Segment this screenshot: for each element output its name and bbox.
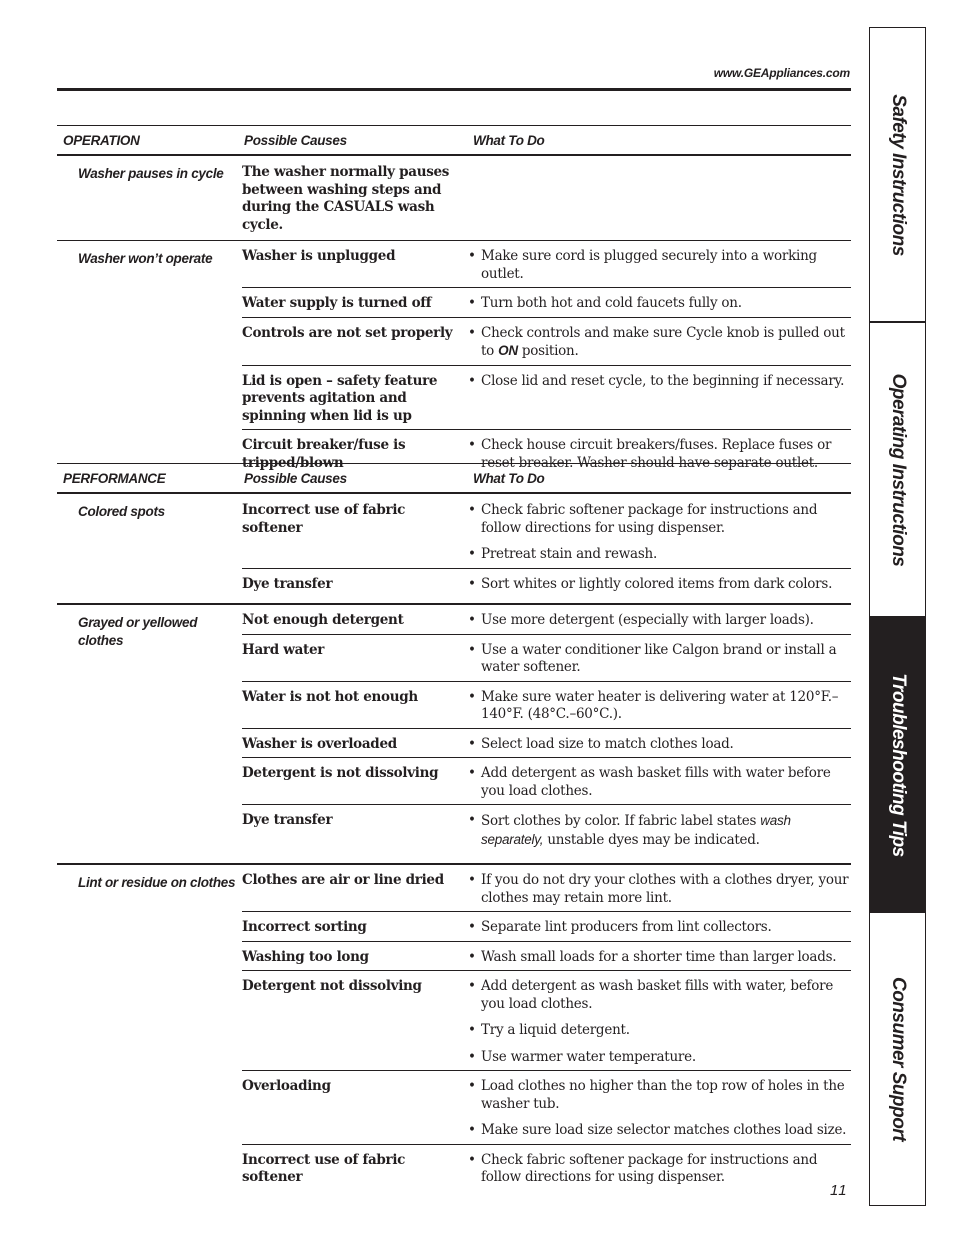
todo-item: • Load clothes no higher than the top row of holes in the washer tub. [468,1078,845,1112]
cause-text: Water is not hot enough [242,688,418,705]
cause-text: Dye transfer [242,575,333,592]
cause-text: Incorrect sorting [242,919,367,935]
todo-item: • Sort whites or lightly colored items from dark colors. [468,575,833,592]
website-url: www.GEAppliances.com [713,66,850,80]
todo-item: • Make sure load size selector matches clothes load size. [468,1122,847,1138]
tab-consumer-support[interactable]: Consumer Support [887,976,909,1142]
table-row [242,758,851,805]
tab-operating-instructions[interactable]: Operating Instructions [870,323,925,618]
performance-heading: PERFORMANCE [63,471,166,486]
table-row [242,971,851,1071]
emphasis-phrase: wash separately, [481,813,791,847]
page-number: 11 [830,1182,848,1199]
top-rule [57,88,851,91]
todo-item: • Select load size to match clothes load. [468,735,734,752]
todo-heading: What To Do [473,471,545,486]
table-row [242,569,851,604]
cause-text: Circuit breaker/fuse is tripped/blown [242,437,406,471]
cause-text: The washer normally pauses between washing steps and during the CASUALS wash cycle. [242,164,450,233]
todo-item: • Try a liquid detergent. [468,1022,630,1038]
problem-washer-wont-operate [57,241,851,476]
cause-text: Controls are not set properly [242,324,453,341]
cause-text: Clothes are air or line dried [242,872,444,888]
problem-grayed-clothes [57,605,851,865]
todo-item: • Wash small loads for a shorter time than larger loads. [468,948,837,965]
cause-text: Incorrect use of fabric softener [242,1151,406,1185]
todo-item: • Use more detergent (especially with larger loads). [468,612,814,628]
todo-item: • Add detergent as wash basket fills with water before you load clothes. [468,765,831,799]
table-row [242,1071,851,1145]
todo-item: • Close lid and reset cycle, to the beginning if necessary. [468,372,845,389]
todo-item: • Separate lint producers from lint collectors. [468,919,772,935]
table-row [242,682,851,729]
table-row [242,288,851,318]
todo-item: • Pretreat stain and rewash. [468,546,658,562]
problem-label: Washer pauses in cycle [78,166,224,181]
cause-text: Lid is open – safety feature prevents agitation and spinning when lid is up [242,372,438,424]
table-row [242,241,851,288]
problem-lint-residue [57,865,851,1191]
problem-washer-pauses [57,156,851,241]
cause-text: Washer is overloaded [242,735,397,752]
causes-heading: Possible Causes [244,133,347,148]
cause-text: Not enough detergent [242,612,404,628]
table-row [242,865,851,912]
cause-text: Incorrect use of fabric softener [242,502,406,536]
todo-item: • Check fabric softener package for instructions and follow directions for using dispenser. [468,502,818,536]
table-row [242,1145,851,1191]
operation-section [57,125,851,476]
cause-text: Dye transfer [242,812,333,828]
todo-item: • Make sure cord is plugged securely into a working outlet. [468,248,817,282]
tab-safety-instructions[interactable]: Safety Instructions [870,28,925,323]
todo-item: • Use warmer water temperature. [468,1048,696,1065]
todo-item: • Make sure water heater is delivering water at 120°F.–140°F. (48°C.–60°C.). [468,688,839,722]
todo-item: • Turn both hot and cold faucets fully on. [468,295,742,311]
causes-heading: Possible Causes [244,471,347,486]
cause-text: Washing too long [242,948,369,965]
cause-text: Hard water [242,641,325,658]
todo-heading: What To Do [473,133,545,148]
cause-text: Overloading [242,1078,331,1094]
table-row [242,912,851,942]
problem-colored-spots [57,494,851,605]
performance-section [57,463,851,1191]
problem-label: Lint or residue on clothes [78,875,236,890]
problem-label: Grayed or yellowed clothes [78,615,198,648]
table-row [242,635,851,682]
performance-header [57,463,851,494]
todo-item: • Check house circuit breakers/fuses. Replace fuses or reset breaker. Washer should have separate outlet. [468,437,832,471]
on-word: ON [498,343,518,358]
todo-item: • Use a water conditioner like Calgon brand or install a water softener. [468,641,837,675]
table-row [242,494,851,569]
operation-heading: OPERATION [63,133,140,148]
todo-item: • Add detergent as wash basket fills with water, before you load clothes. [468,978,834,1012]
table-row [242,605,851,635]
cause-text: Washer is unplugged [242,248,396,264]
todo-item: • Sort clothes by color. If fabric label states wash separately, unstable dyes may be indicated. [468,812,791,848]
tab-troubleshooting-tips[interactable]: Troubleshooting Tips [870,618,925,913]
cause-text: Detergent not dissolving [242,978,422,994]
table-row [242,942,851,972]
cause-text: Water supply is turned off [242,295,432,311]
table-row [242,156,851,240]
problem-label: Colored spots [78,504,165,519]
todo-item: • Check fabric softener package for instructions and follow directions for using dispenser. [468,1151,818,1185]
table-row [242,729,851,759]
section-tabs [869,27,926,1206]
table-row [242,805,851,863]
operation-header [57,125,851,156]
problem-label: Washer won’t operate [78,251,213,266]
cause-text: Detergent is not dissolving [242,765,439,781]
todo-item: • Check controls and make sure Cycle knob is pulled out to ON position. [468,324,845,359]
table-row [242,366,851,431]
table-row [242,318,851,366]
todo-item: • If you do not dry your clothes with a clothes dryer, your clothes may retain more lint. [468,872,849,906]
